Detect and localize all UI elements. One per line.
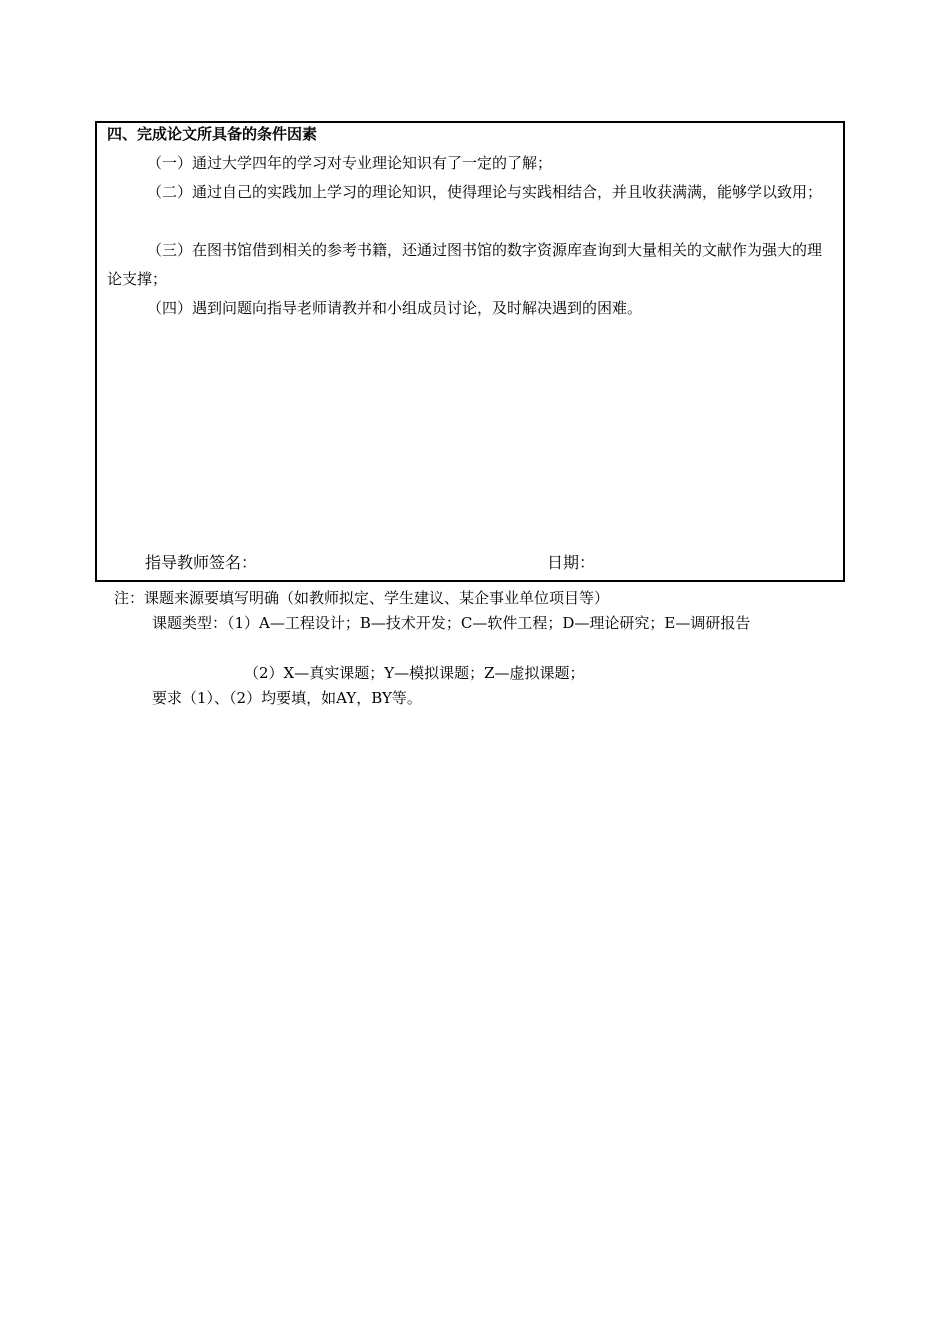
advisor-signature-label: 指导教师签名： (145, 553, 258, 572)
note-topic-category: （2）X—真实课题；Y—模拟课题；Z—虚拟课题； (244, 664, 585, 682)
note-source: 注：课题来源要填写明确（如教师拟定、学生建议、某企事业单位项目等） (114, 589, 610, 607)
condition-item-1: （一）通过大学四年的学习对专业理论知识有了一定的了解； (147, 154, 553, 172)
date-label: 日期： (547, 553, 596, 572)
condition-item-4: （四）遇到问题向指导老师请教并和小组成员讨论，及时解决遇到的困难。 (147, 299, 643, 317)
note-topic-type: 课题类型：（1）A—工程设计；B—技术开发；C—软件工程；D—理论研究；E—调研报告 (152, 614, 751, 632)
section-title: 四、完成论文所具备的条件因素 (107, 125, 318, 143)
condition-item-2: （二）通过自己的实践加上学习的理论知识，使得理论与实践相结合，并且收获满满，能够学以致用； (147, 183, 823, 201)
note-requirement: 要求（1）、（2）均要填，如AY，BY等。 (152, 689, 422, 707)
condition-item-3: （三）在图书馆借到相关的参考书籍，还通过图书馆的数字资源库查询到大量相关的文献作为强大的理论支撑； (107, 241, 823, 288)
conditions-section-box (95, 121, 845, 582)
